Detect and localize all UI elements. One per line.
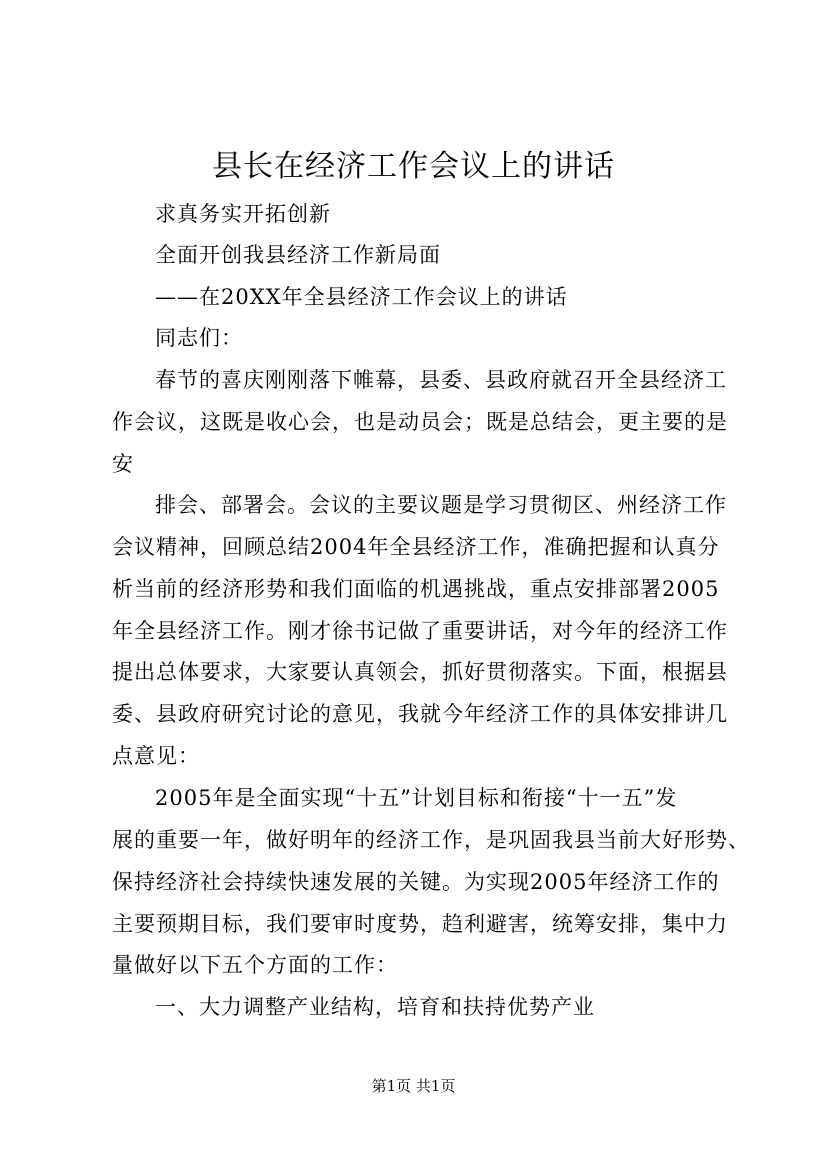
paragraph-line: 作会议，这既是收心会，也是动员会；既是总结会，更主要的是: [112, 410, 728, 434]
page-number-footer: 第1页 共1页: [371, 1077, 456, 1095]
paragraph-line: 展的重要一年，做好明年的经济工作，是巩固我县当前大好形势、: [112, 828, 750, 852]
section-heading: 一、大力调整产业结构，培育和扶持优势产业: [155, 995, 595, 1019]
paragraph-line: 年全县经济工作。刚才徐书记做了重要讲话，对今年的经济工作: [112, 619, 728, 643]
paragraph-line: 安: [112, 452, 134, 476]
paragraph-line: 春节的喜庆刚刚落下帷幕，县委、县政府就召开全县经济工: [155, 368, 727, 392]
paragraph-line: 委、县政府研究讨论的意见，我就今年经济工作的具体安排讲几: [112, 702, 728, 726]
document-title: 县长在经济工作会议上的讲话: [212, 149, 615, 184]
paragraph-line: 提出总体要求，大家要认真领会，抓好贯彻落实。下面，根据县: [112, 660, 728, 684]
salutation: 同志们：: [155, 326, 243, 350]
paragraph-line: 会议精神，回顾总结2004年全县经济工作，准确把握和认真分: [112, 535, 720, 559]
subtitle-line: 全面开创我县经济工作新局面: [155, 243, 441, 267]
paragraph-line: 保持经济社会持续快速发展的关键。为实现2005年经济工作的: [112, 870, 720, 894]
paragraph-line: 点意见：: [112, 744, 200, 768]
paragraph-line: 排会、部署会。会议的主要议题是学习贯彻区、州经济工作: [155, 493, 727, 517]
paragraph-line: 析当前的经济形势和我们面临的机遇挑战，重点安排部署2005: [112, 577, 720, 601]
subtitle-line: ——在20XX年全县经济工作会议上的讲话: [155, 285, 568, 309]
paragraph-line: 2005年是全面实现“十五”计划目标和衔接“十一五”发: [155, 786, 678, 810]
subtitle-line: 求真务实开拓创新: [155, 202, 331, 226]
paragraph-line: 量做好以下五个方面的工作：: [112, 953, 398, 977]
paragraph-line: 主要预期目标，我们要审时度势，趋利避害，统筹安排，集中力: [112, 912, 728, 936]
